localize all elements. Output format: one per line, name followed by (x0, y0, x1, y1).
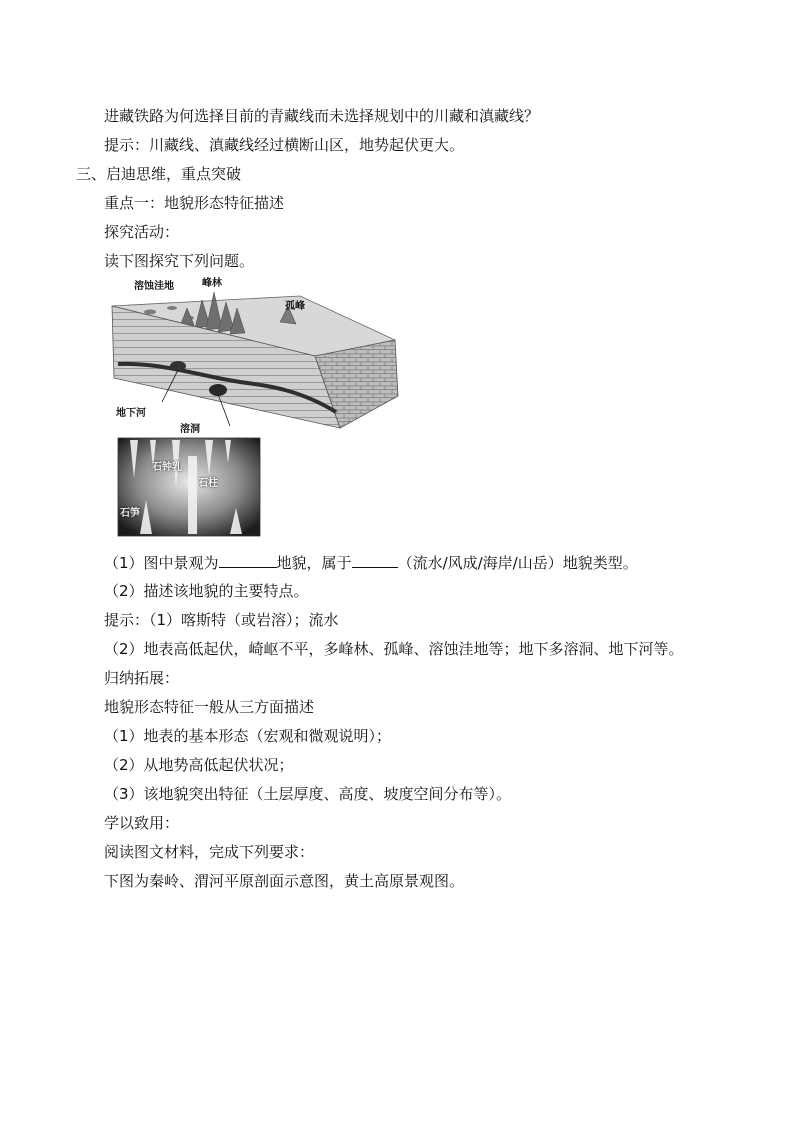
label-doline: 溶蚀洼地 (134, 281, 174, 292)
apply-instruction: 阅读图文材料，完成下列要求： (104, 843, 315, 861)
focus-title: 重点一：地貌形态特征描述 (104, 194, 285, 212)
summary-item-1: （1）地表的基本形态（宏观和微观说明）； (104, 727, 392, 745)
summary-intro: 地貌形态特征一般从三方面描述 (104, 698, 315, 716)
label-cave: 溶洞 (180, 424, 200, 435)
karst-figure (110, 278, 410, 538)
answer-1: 提示：（1）喀斯特（或岩溶）；流水 (104, 611, 339, 629)
summary-title: 归纳拓展： (104, 669, 180, 687)
figure-instruction: 读下图探究下列问题。 (104, 252, 255, 270)
answer-2: （2）地表高低起伏，崎岖不平，多峰林、孤峰、溶蚀洼地等；地下多溶洞、地下河等。 (104, 640, 684, 658)
apply-description: 下图为秦岭、渭河平原剖面示意图，黄土高原景观图。 (104, 872, 465, 890)
q1-suffix: （流水/风成/海岸/山岳）地貌类型。 (397, 554, 638, 572)
question-2: （2）描述该地貌的主要特点。 (104, 582, 309, 600)
answer-blank-1[interactable] (219, 552, 277, 568)
label-stalactite: 石钟乳 (152, 462, 182, 473)
section-heading: 三、启迪思维，重点突破 (76, 165, 242, 183)
label-underground-river: 地下河 (116, 408, 146, 419)
question-text: 进藏铁路为何选择目前的青藏线而未选择规划中的川藏和滇藏线？ (104, 107, 540, 125)
activity-label: 探究活动： (104, 223, 180, 241)
label-pillar: 石柱 (198, 478, 218, 489)
karst-diagram-image (110, 278, 410, 538)
label-stalagmite: 石笋 (120, 508, 140, 519)
summary-item-3: （3）该地貌突出特征（土层厚度、高度、坡度空间分布等）。 (104, 785, 512, 803)
answer-blank-2[interactable] (352, 552, 398, 568)
label-isolated-peak: 孤峰 (285, 301, 305, 312)
hint-text: 提示：川藏线、滇藏线经过横断山区，地势起伏更大。 (104, 136, 465, 154)
apply-title: 学以致用： (104, 814, 180, 832)
q1-prefix: （1）图中景观为 (104, 554, 219, 572)
question-1 (104, 552, 638, 573)
summary-item-2: （2）从地势高低起伏状况； (104, 756, 294, 774)
label-peak-forest: 峰林 (202, 278, 222, 289)
q1-middle: 地貌，属于 (276, 554, 352, 572)
